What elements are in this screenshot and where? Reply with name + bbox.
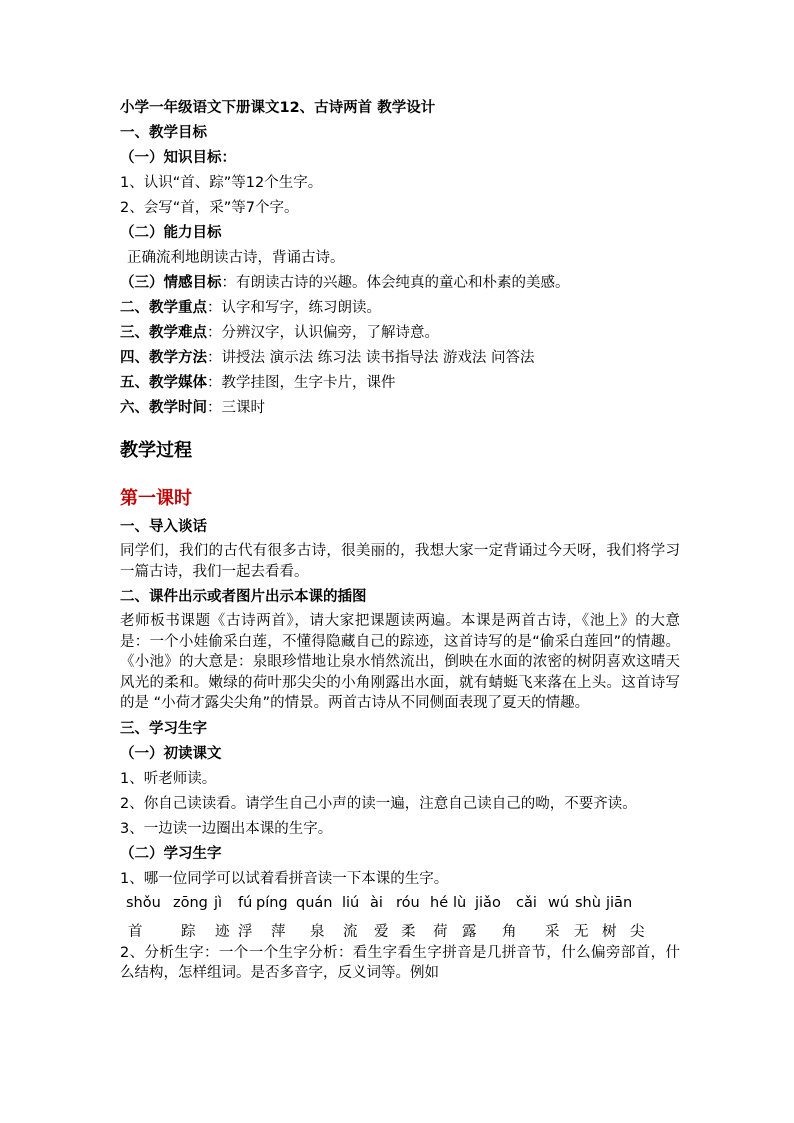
new-character: 无: [574, 923, 589, 940]
time-label: 六、教学时间: [120, 400, 207, 416]
key-text: ：认字和写字，练习朗读。: [207, 300, 381, 316]
pinyin-syllable: jì: [214, 894, 223, 911]
new-character: 浮: [238, 923, 253, 940]
new-character: 采: [545, 923, 560, 940]
learn-heading: 三、学习生字: [120, 720, 207, 737]
process-heading: 教学过程: [120, 440, 192, 461]
pinyin-syllable: ài: [370, 894, 383, 911]
knowledge-item-1: 1、认识“首、踪”等12个生字。: [120, 175, 323, 191]
pinyin-syllable: quán: [296, 894, 333, 911]
emotion-label: （三）情感目标: [120, 275, 222, 291]
pinyin-syllable: róu: [396, 894, 420, 911]
knowledge-heading: （一）知识目标：: [120, 150, 236, 166]
pinyin-syllable: jiǎo: [475, 894, 501, 911]
new-character: 流: [343, 923, 358, 940]
lesson1-heading: 第一课时: [120, 488, 192, 509]
teaching-time: [120, 396, 680, 421]
pinyin-syllable: píng: [256, 894, 288, 911]
difficulties: [120, 321, 680, 346]
new-character: 角: [502, 923, 517, 940]
learn-chars-heading: （二）学习生字: [120, 845, 222, 862]
new-character: 树: [602, 923, 617, 940]
intro-text: 同学们，我们的古代有很多古诗，很美丽的，我想大家一定背诵过今天呀，我们将学习一篇古诗，我们一起去看看。: [120, 543, 680, 580]
media-text: ：教学挂图，生字卡片，课件: [207, 375, 396, 391]
read-step-1: 1、听老师读。: [120, 770, 217, 787]
pinyin-syllable: wú: [548, 894, 570, 911]
pinyin-syllable: lù: [453, 894, 467, 911]
new-character: 荷: [433, 923, 448, 940]
new-character: 尖: [630, 923, 645, 940]
pinyin-syllable: shù: [575, 894, 601, 911]
ability-text: 正确流利地朗读古诗，背诵古诗。: [127, 250, 345, 266]
new-character: 迹: [215, 923, 230, 940]
new-character: 泉: [310, 923, 325, 940]
key-points: [120, 296, 680, 321]
pinyin-syllable: liú: [342, 894, 360, 911]
new-character: 爱: [374, 923, 389, 940]
diff-label: 三、教学难点: [120, 325, 207, 341]
method-label: 四、教学方法: [120, 350, 207, 366]
time-text: ：三课时: [207, 400, 265, 416]
new-character: 柔: [401, 923, 416, 940]
document-title: 小学一年级语文下册课文12、古诗两首 教学设计: [120, 100, 436, 116]
chars-step-2: 2、分析生字：一个一个生字分析：看生字看生字拼音是几拼音节，什么偏旁部首，什么结构，怎样组词。是否多音字，反义词等。例如: [120, 944, 680, 981]
pinyin-syllable: cǎi: [516, 894, 537, 911]
teaching-methods: [120, 346, 680, 371]
pinyin-syllable: hé: [430, 894, 449, 911]
pinyin-syllable: shǒu: [126, 894, 161, 911]
new-character: 萍: [271, 923, 286, 940]
first-read-heading: （一）初读课文: [120, 745, 222, 762]
new-character: 踪: [181, 923, 196, 940]
diff-text: ：分辨汉字，认识偏旁，了解诗意。: [207, 325, 439, 341]
ability-heading: （二）能力目标: [120, 225, 222, 241]
pinyin-syllable: fú: [238, 894, 253, 911]
section-objectives: 一、教学目标: [120, 125, 207, 141]
teaching-media: [120, 371, 680, 396]
read-step-3: 3、一边读一边圈出本课的生字。: [120, 820, 333, 837]
knowledge-item-2: 2、会写“首，采”等7个字。: [120, 200, 299, 216]
emotion-goal: [120, 271, 680, 296]
read-step-2: 2、你自己读读看。请学生自己小声的读一遍，注意自己读自己的呦，不要齐读。: [120, 795, 637, 812]
media2-text: 老师板书课题《古诗两首》，请大家把课题读两遍。本课是两首古诗，《池上》的大意是：一个小娃偷采白莲，不懂得隐藏自己的踪迹，这首诗写的是“偷采白莲回”的情趣。《小池》的大意是：泉眼珍惜地让泉水悄然流出，倒映在水面的浓密的树阴喜欢这晴天风光的柔和。嫩绿的荷叶那尖尖的小角刚露出水面，就有蜻蜓飞来落在上头。这首诗写的是 “小荷才露尖尖角”的情景。两首古诗从不同侧面表现了夏天的情趣。: [120, 613, 680, 711]
document-body: [120, 96, 680, 987]
new-character: 露: [462, 923, 477, 940]
media-label: 五、教学媒体: [120, 375, 207, 391]
chars-step-1: 1、哪一位同学可以试着看拼音读一下本课的生字。: [120, 870, 449, 887]
new-character: 首: [128, 923, 143, 940]
pinyin-syllable: jiān: [606, 894, 633, 911]
media2-heading: 二、课件出示或者图片出示本课的插图: [120, 589, 367, 605]
key-label: 二、教学重点: [120, 300, 207, 316]
method-text: ：讲授法 演示法 练习法 读书指导法 游戏法 问答法: [207, 350, 535, 366]
pinyin-syllable: zōng: [173, 894, 208, 911]
emotion-text: ：有朗读古诗的兴趣。体会纯真的童心和朴素的美感。: [221, 275, 570, 291]
chars-row: [120, 917, 680, 942]
intro-heading: 一、导入谈话: [120, 519, 207, 535]
pinyin-row: [120, 892, 680, 917]
